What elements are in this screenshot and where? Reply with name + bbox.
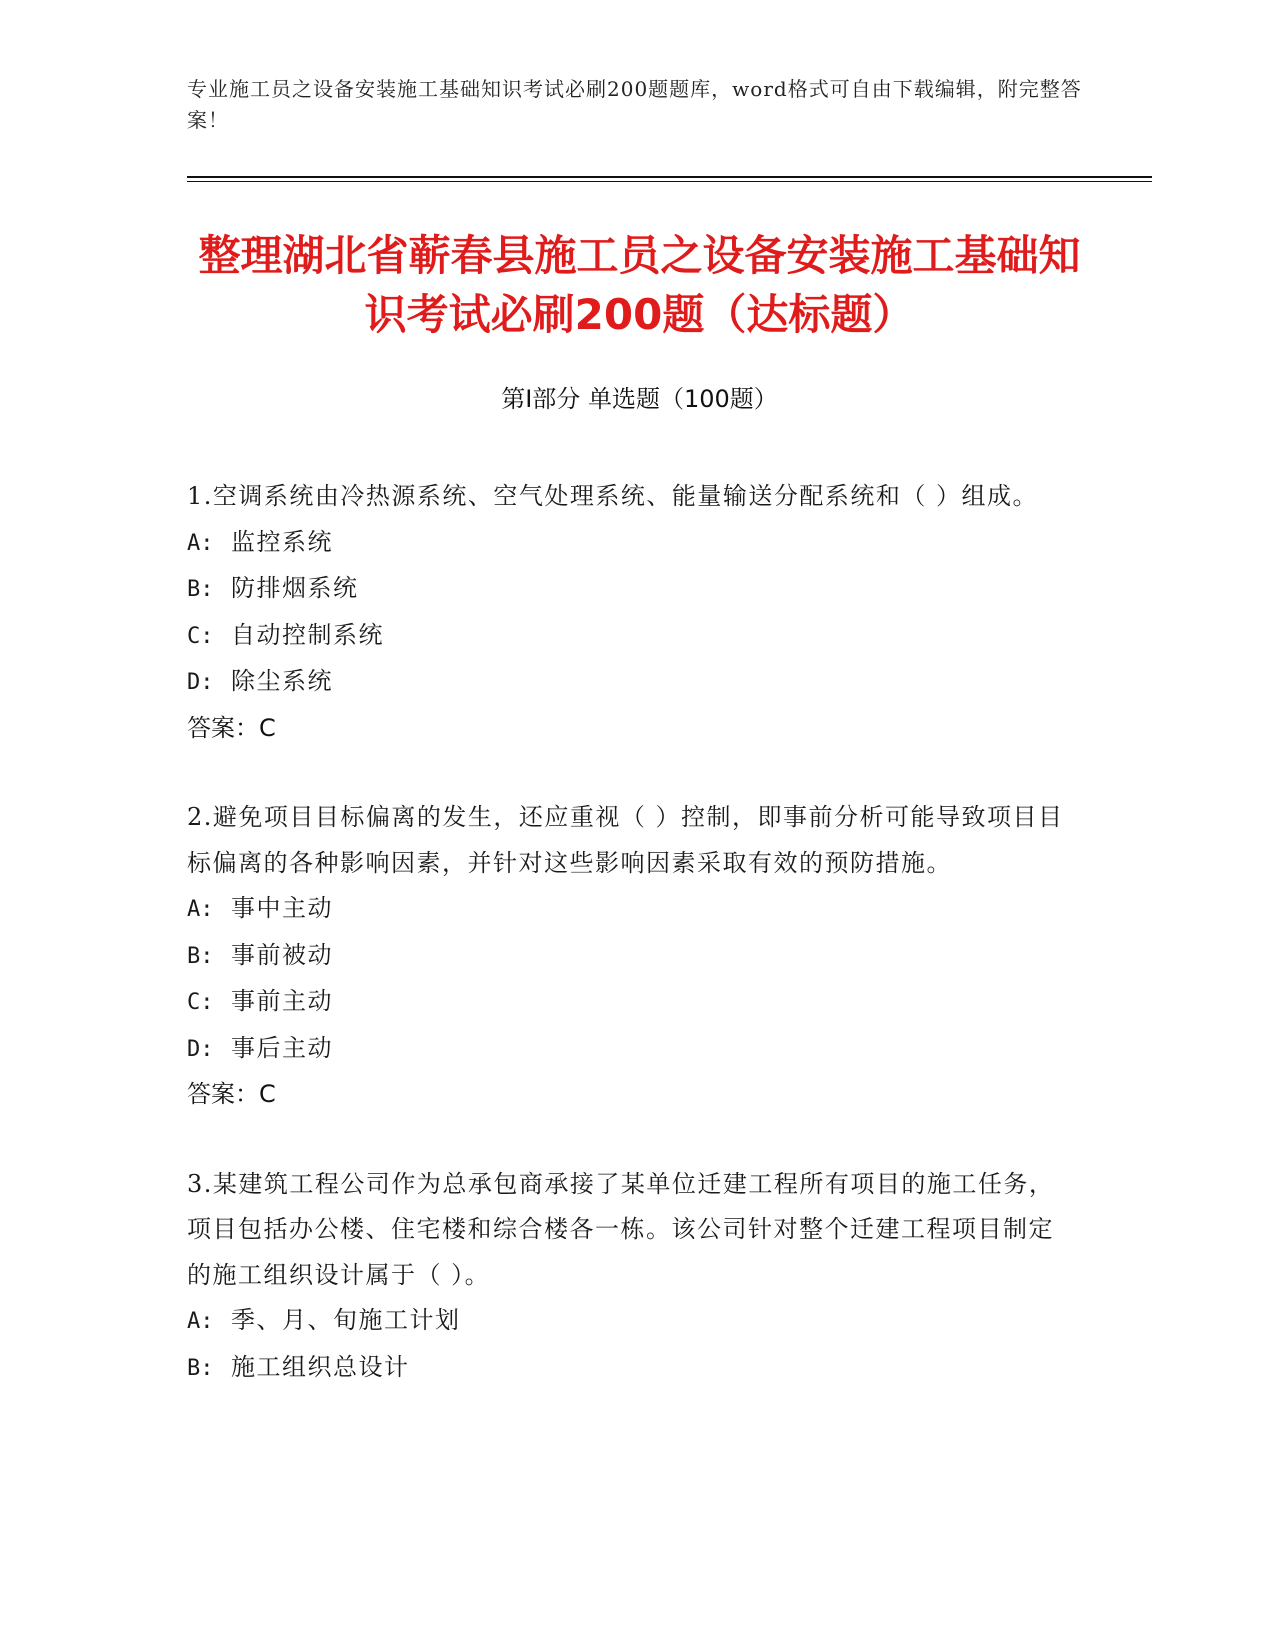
- option-text: 监控系统: [231, 527, 333, 556]
- question-stem: 3.某建筑工程公司作为总承包商承接了某单位迁建工程所有项目的施工任务，项目包括办公楼、住宅楼和综合楼各一栋。该公司针对整个迁建工程项目制定的施工组织设计属于（ ）。: [187, 1169, 1055, 1289]
- option-letter: B:: [187, 577, 214, 602]
- option-text: 防排烟系统: [231, 574, 359, 602]
- option-letter: B:: [187, 943, 214, 969]
- option-a: [187, 886, 1067, 933]
- header-divider-thin: [187, 181, 1152, 182]
- section-title: 第Ⅰ部分 单选题（100题）: [501, 385, 778, 413]
- question-list: [187, 474, 1067, 1435]
- option-text: 事前被动: [231, 940, 333, 969]
- question-stem: 2.避免项目目标偏离的发生，还应重视（ ）控制，即事前分析可能导致项目目标偏离的各种影响因素，并针对这些影响因素采取有效的预防措施。: [187, 803, 1064, 877]
- option-d: [187, 1026, 1067, 1073]
- option-c: [187, 979, 1067, 1026]
- question-stem: 1.空调系统由冷热源系统、空气处理系统、能量输送分配系统和（ ）组成。: [187, 482, 1039, 510]
- option-text: 事后主动: [231, 1033, 333, 1062]
- option-letter: C:: [187, 623, 214, 649]
- option-letter: D:: [187, 1036, 214, 1062]
- option-text: 季、月、旬施工计划: [231, 1306, 461, 1334]
- option-text: 除尘系统: [231, 667, 333, 695]
- document-title: 整理湖北省蕲春县施工员之设备安装施工基础知识考试必刷200题（达标题）: [198, 231, 1081, 339]
- option-letter: B:: [187, 1355, 214, 1381]
- answer-line: 答案：C: [187, 713, 276, 742]
- question-2: [187, 795, 1067, 1118]
- option-b: [187, 1345, 1067, 1392]
- option-text: 事前主动: [231, 987, 333, 1015]
- option-b: [187, 566, 1067, 613]
- question-3: [187, 1162, 1067, 1392]
- option-c: [187, 613, 1067, 660]
- option-b: [187, 933, 1067, 980]
- option-d: [187, 659, 1067, 706]
- option-letter: A:: [187, 897, 214, 922]
- question-1: [187, 474, 1067, 751]
- header-note: 专业施工员之设备安装施工基础知识考试必刷200题题库，word格式可自由下载编辑，附完整答案！: [187, 77, 1082, 132]
- option-text: 事中主动: [231, 894, 333, 922]
- answer-line: 答案：C: [187, 1080, 276, 1108]
- option-text: 自动控制系统: [231, 620, 384, 649]
- option-letter: D:: [187, 670, 214, 695]
- option-text: 施工组织总设计: [231, 1352, 410, 1381]
- option-letter: C:: [187, 990, 214, 1015]
- option-a: [187, 520, 1067, 567]
- option-letter: A:: [187, 530, 214, 556]
- option-letter: A:: [187, 1309, 214, 1334]
- header-divider-thick: [187, 176, 1152, 178]
- option-a: [187, 1298, 1067, 1345]
